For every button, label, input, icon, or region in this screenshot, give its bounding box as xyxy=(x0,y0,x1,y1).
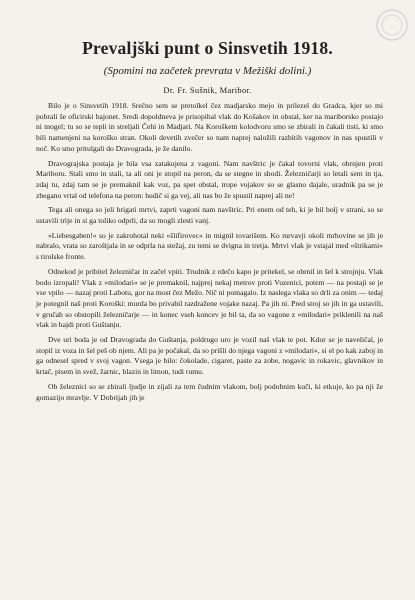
document-title: Prevaljški punt o Sinsvetih 1918. xyxy=(82,38,333,58)
paragraph: Odnekod je pribitel železničar in začel vpiti. Trudnik z rdečo kapo je pritekel, se obrnil in šel k strojnju. Vlak bodo izropali! Vlak z »milodari« se je premaknil, najprej nekaj metrov proti Vuzenici, potem — na postaji se je vse vpilo — nazaj proti Labotu, gor na most čez Mežo. Nič ni pomagalo. Iz naslega vlaka so drli za onim — tedaj je potegnil naš proti Koroški: murda bo privabil razdražene vojake nazaj. Pa jih ni. Pred stroj so jih in ga ustavili, v gručah so obstopili železničarje — in konec vseh koncev je bil ta, da so vagone z »milodari« priklenili na naš vlak in hajdi proti Guštanju. xyxy=(36,266,383,330)
document-subtitle: (Spomini na začetek prevrata v Mežiški dolini.) xyxy=(103,65,312,77)
paragraph: Dravograjska postaja je bila vsa zatakujena z vagoni. Nam navštric je čakal tovorni vlak, obrnjen proti Mariboru. Stali smo in stali, ta ali oni je stopil na peron, da se stegne in shodi. Železničarji so letali sem in tja, zdaj tu, zdaj tam se je premaknil kak voz, pa spet obstal, trope vojakov so se glasno dajale, uradnik pa se je zbegano vrtal od telefona na peron: hudič si ga vej, ali nas bo že spustil naprej ali ne! xyxy=(36,158,383,200)
paragraph: Bilo je o Sinsvetih 1918. Srečno sem se pretolkel čez madjarsko mejo in prilezel do Gradca, kjer so mi pobrali še oficirski bajonet. Sredi dopoldneva je prisopihal vlak do Košakov in obstal, ker na mariborsko postajo ni mogel; tu so se tepli in streljali Čehi in Madjari. Na Koroškem kolodvoru smo se zbirali in čakali tisti, ki smo bili namenjeni na koroško stran. Okoli devetih zvečer so nam naprej naložili razbitih vagonov in nas spustili v noč. Ko smo pritulgali do Dravograda, je že danilo. xyxy=(36,101,383,153)
paragraph: »Liebesgaben!« so je zakrohotal neki »šlifirovec« in mignil tovarišem. Ko mrvavji okoli mrhovine se jih je nabralo, vrata so zaroštjala in se odprla na stežaj, zu temi se dvigna in tretja. Mrtvi vlak je vstajal med »štrikami« s tirolske fronte. xyxy=(36,230,383,262)
paragraph: Ob železnici so se zbirali ljudje in zijali za tem čudnim vlakom, bolj podobnim kuči, ki etkuje, ko pa nji že gomazijo mravlje. V Dobrijah jih je xyxy=(36,381,383,402)
paragraph: Tega ali onega so jeli brigati mrtvi, zaprti vagoni nam navštric. Pri enem od teh, ki je bil bolj v strani, so se ustavili trije in si ga toliko odprli, da so mogli zlesti vanj. xyxy=(36,205,383,226)
paragraph: Dve uri boda je od Dravograda do Guštanja, poldrugo uro je vozil naš vlak te pot. Kdor se je naveličal, je stopil iz voza in šel peš ob njem. Ali pa je počakal, da so prišli do njega vagoni z »milodari«, si el po kak zaboj in ga odnesel spred v svoj vagon. Vsega je bilo: čokolade, cigaret, paste za zobe, nogavic in rokavic, glavnikov in krtač, pisem in svež, žarnic, blazin in limon, tudi rumu. xyxy=(36,335,383,377)
article-body xyxy=(36,101,383,407)
document-author: Dr. Fr. Sušnik, Maribor. xyxy=(163,85,252,95)
